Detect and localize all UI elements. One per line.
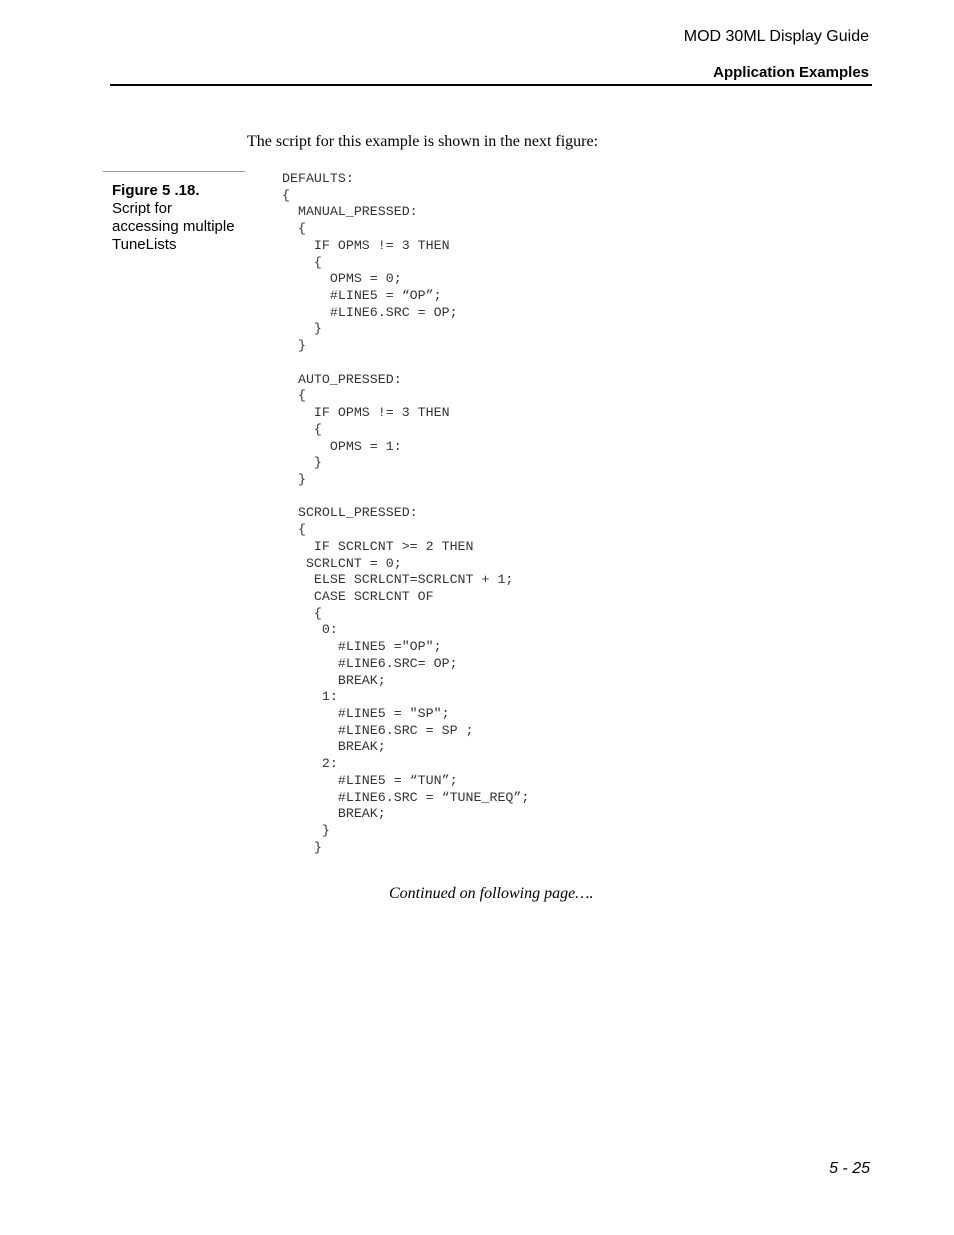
section-title: Application Examples — [713, 64, 869, 81]
continued-note: Continued on following page…. — [389, 885, 594, 902]
document-title: MOD 30ML Display Guide — [683, 28, 869, 45]
page-number: 5 - 25 — [829, 1160, 870, 1177]
figure-caption-text: Script for accessing multiple TuneLists — [112, 200, 235, 253]
caption-divider — [103, 171, 245, 172]
intro-paragraph: The script for this example is shown in the next figure: — [247, 133, 599, 150]
script-code-block: DEFAULTS: { MANUAL_PRESSED: { IF OPMS != 3 THEN { OPMS = 0; #LINE5 = “OP”; #LINE6.SRC = OP; } } AUTO_PRESSED: { IF OPMS != 3 THEN { OPMS = 1: } } SCROLL_PRESSED: { IF SCRLCNT >= 2 THEN SCRLCNT = 0; ELSE SCRLCNT=SCRLCNT + 1; CASE SCRLCNT OF { 0: #LINE5 ="OP"; #LINE6.SRC= OP; BREAK; 1: #LINE5 = "SP"; #LINE6.SRC = SP ; BREAK; 2: #LINE5 = “TUN”; #LINE6.SRC = “TUNE_REQ”; BREAK; } } — [282, 171, 530, 855]
figure-label: Figure 5 .18. — [112, 182, 200, 199]
header-divider — [110, 84, 872, 86]
figure-caption — [112, 182, 242, 254]
